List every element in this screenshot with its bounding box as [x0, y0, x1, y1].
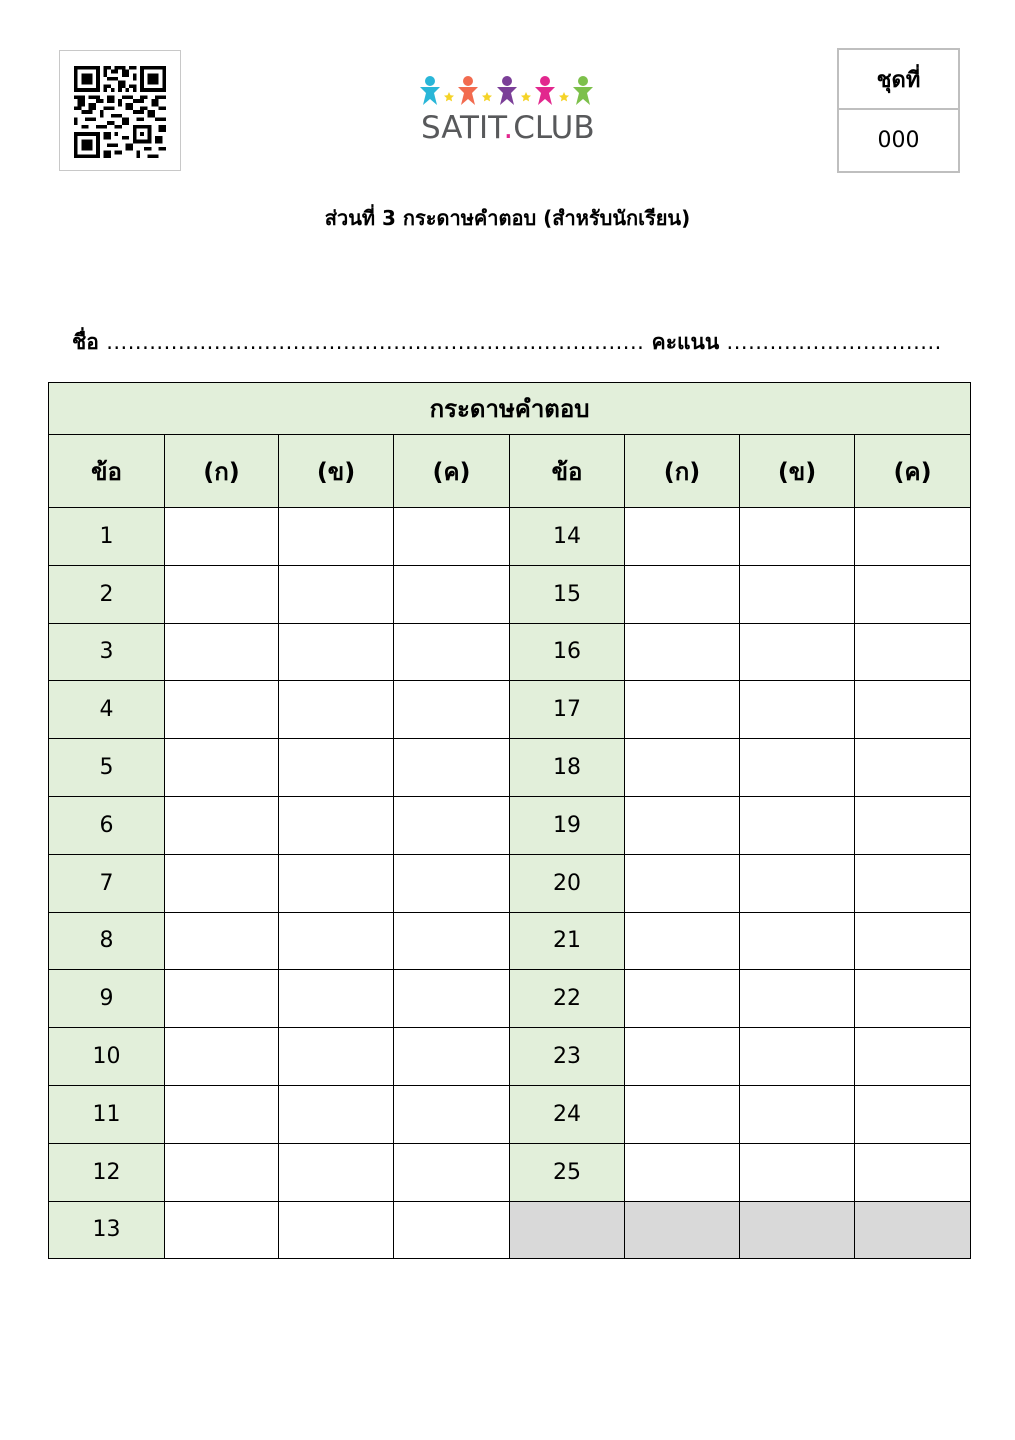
name-label: ชื่อ — [72, 330, 99, 354]
answer-cell-b[interactable] — [279, 508, 394, 566]
answer-cell-c[interactable] — [394, 1201, 510, 1259]
answer-cell-c[interactable] — [394, 912, 510, 970]
disabled-cell — [855, 1201, 971, 1259]
set-label: ชุดที่ — [839, 50, 958, 110]
column-header-choice-b: (ข) — [279, 435, 394, 508]
answer-cell-a[interactable] — [625, 912, 740, 970]
answer-cell-b[interactable] — [740, 796, 855, 854]
score-label: คะแนน — [651, 330, 720, 354]
question-number: 14 — [510, 508, 625, 566]
answer-cell-b[interactable] — [740, 508, 855, 566]
answer-cell-b[interactable] — [279, 1201, 394, 1259]
question-number: 10 — [49, 1028, 165, 1086]
question-number: 24 — [510, 1085, 625, 1143]
answer-cell-b[interactable] — [279, 739, 394, 797]
answer-cell-b[interactable] — [279, 1085, 394, 1143]
disabled-cell — [625, 1201, 740, 1259]
answer-cell-c[interactable] — [855, 1085, 971, 1143]
answer-cell-c[interactable] — [394, 681, 510, 739]
disabled-cell — [740, 1201, 855, 1259]
answer-cell-b[interactable] — [740, 912, 855, 970]
answer-cell-c[interactable] — [394, 970, 510, 1028]
question-number: 2 — [49, 565, 165, 623]
table-row — [49, 623, 971, 681]
answer-cell-b[interactable] — [740, 739, 855, 797]
answer-cell-b[interactable] — [740, 565, 855, 623]
question-number: 20 — [510, 854, 625, 912]
answer-cell-b[interactable] — [279, 681, 394, 739]
table-row — [49, 1028, 971, 1086]
answer-cell-b[interactable] — [740, 1085, 855, 1143]
answer-cell-a[interactable] — [625, 1085, 740, 1143]
table-row — [49, 681, 971, 739]
question-number: 7 — [49, 854, 165, 912]
answer-cell-a[interactable] — [165, 1143, 279, 1201]
table-row — [49, 912, 971, 970]
answer-cell-b[interactable] — [740, 623, 855, 681]
question-number: 12 — [49, 1143, 165, 1201]
question-number: 21 — [510, 912, 625, 970]
satit-club-logo — [418, 74, 598, 150]
question-number: 8 — [49, 912, 165, 970]
answer-cell-c[interactable] — [394, 739, 510, 797]
answer-cell-c[interactable] — [394, 1085, 510, 1143]
question-number: 18 — [510, 739, 625, 797]
answer-cell-c[interactable] — [855, 508, 971, 566]
answer-cell-c[interactable] — [855, 1143, 971, 1201]
answer-cell-c[interactable] — [855, 970, 971, 1028]
answer-cell-a[interactable] — [625, 970, 740, 1028]
set-number-box — [837, 48, 960, 173]
answer-cell-c[interactable] — [855, 739, 971, 797]
answer-cell-a[interactable] — [165, 1201, 279, 1259]
table-title: กระดาษคำตอบ — [49, 383, 971, 435]
answer-cell-a[interactable] — [165, 739, 279, 797]
column-header-choice-b: (ข) — [740, 435, 855, 508]
answer-cell-c[interactable] — [394, 854, 510, 912]
question-number: 23 — [510, 1028, 625, 1086]
answer-cell-a[interactable] — [165, 623, 279, 681]
answer-cell-a[interactable] — [625, 565, 740, 623]
answer-cell-c[interactable] — [394, 1028, 510, 1086]
answer-cell-b[interactable] — [279, 623, 394, 681]
answer-cell-b[interactable] — [279, 796, 394, 854]
table-row — [49, 508, 971, 566]
table-row — [49, 796, 971, 854]
question-number: 22 — [510, 970, 625, 1028]
answer-cell-a[interactable] — [625, 796, 740, 854]
answer-cell-b[interactable] — [740, 970, 855, 1028]
column-header-choice-c: (ค) — [394, 435, 510, 508]
column-header-question: ข้อ — [510, 435, 625, 508]
answer-cell-b[interactable] — [740, 854, 855, 912]
question-number: 9 — [49, 970, 165, 1028]
answer-cell-b[interactable] — [740, 1143, 855, 1201]
question-number: 19 — [510, 796, 625, 854]
table-row — [49, 1201, 971, 1259]
question-number: 11 — [49, 1085, 165, 1143]
logo-text: SATIT.CLUB — [421, 110, 595, 146]
part-title: ส่วนที่ 3 กระดาษคำตอบ (สำหรับนักเรียน) — [324, 206, 691, 230]
qr-code — [59, 50, 181, 171]
answer-cell-c[interactable] — [394, 623, 510, 681]
answer-cell-a[interactable] — [165, 854, 279, 912]
question-number: 13 — [49, 1201, 165, 1259]
answer-cell-a[interactable] — [165, 1028, 279, 1086]
answer-cell-c[interactable] — [855, 1028, 971, 1086]
answer-cell-a[interactable] — [165, 912, 279, 970]
column-header-choice-c: (ค) — [855, 435, 971, 508]
table-row — [49, 1085, 971, 1143]
question-number: 5 — [49, 739, 165, 797]
answer-cell-a[interactable] — [625, 854, 740, 912]
question-number: 25 — [510, 1143, 625, 1201]
answer-cell-a[interactable] — [165, 565, 279, 623]
answer-cell-c[interactable] — [394, 508, 510, 566]
table-row — [49, 739, 971, 797]
answer-cell-a[interactable] — [165, 1085, 279, 1143]
table-row — [49, 970, 971, 1028]
kids-figures-icon — [418, 74, 598, 108]
answer-cell-a[interactable] — [625, 681, 740, 739]
answer-cell-c[interactable] — [855, 854, 971, 912]
table-row — [49, 565, 971, 623]
column-header-question: ข้อ — [49, 435, 165, 508]
answer-cell-b[interactable] — [279, 565, 394, 623]
table-row — [49, 854, 971, 912]
question-number: 16 — [510, 623, 625, 681]
answer-cell-a[interactable] — [625, 508, 740, 566]
answer-cell-a[interactable] — [165, 508, 279, 566]
answer-cell-c[interactable] — [855, 623, 971, 681]
set-number: 000 — [877, 128, 920, 153]
question-number: 1 — [49, 508, 165, 566]
answer-cell-a[interactable] — [625, 1143, 740, 1201]
question-number: 6 — [49, 796, 165, 854]
answer-cell-c[interactable] — [855, 565, 971, 623]
answer-cell-b[interactable] — [279, 854, 394, 912]
answer-cell-b[interactable] — [740, 1028, 855, 1086]
answer-cell-c[interactable] — [394, 565, 510, 623]
answer-cell-a[interactable] — [625, 623, 740, 681]
qr-code-icon — [74, 66, 166, 158]
student-info-line — [72, 326, 942, 359]
answer-cell-c[interactable] — [855, 796, 971, 854]
answer-cell-b[interactable] — [279, 1028, 394, 1086]
name-field[interactable]: ........................................................................... — [106, 330, 645, 354]
disabled-cell — [510, 1201, 625, 1259]
score-field[interactable]: .............................. — [726, 330, 942, 354]
answer-cell-a[interactable] — [625, 739, 740, 797]
column-header-row — [49, 435, 971, 508]
answer-cell-c[interactable] — [855, 912, 971, 970]
question-number: 17 — [510, 681, 625, 739]
question-number: 4 — [49, 681, 165, 739]
answer-cell-b[interactable] — [279, 1143, 394, 1201]
table-row — [49, 1143, 971, 1201]
answer-cell-c[interactable] — [394, 796, 510, 854]
answer-cell-a[interactable] — [165, 796, 279, 854]
question-number: 3 — [49, 623, 165, 681]
question-number: 15 — [510, 565, 625, 623]
answer-cell-c[interactable] — [394, 1143, 510, 1201]
figure-icon — [420, 76, 440, 105]
column-header-choice-a: (ก) — [165, 435, 279, 508]
answer-cell-c[interactable] — [855, 681, 971, 739]
answer-cell-b[interactable] — [279, 912, 394, 970]
answer-cell-b[interactable] — [740, 681, 855, 739]
answer-cell-a[interactable] — [165, 970, 279, 1028]
answer-cell-a[interactable] — [625, 1028, 740, 1086]
answer-cell-b[interactable] — [279, 970, 394, 1028]
answer-table — [48, 382, 971, 1259]
answer-cell-a[interactable] — [165, 681, 279, 739]
column-header-choice-a: (ก) — [625, 435, 740, 508]
